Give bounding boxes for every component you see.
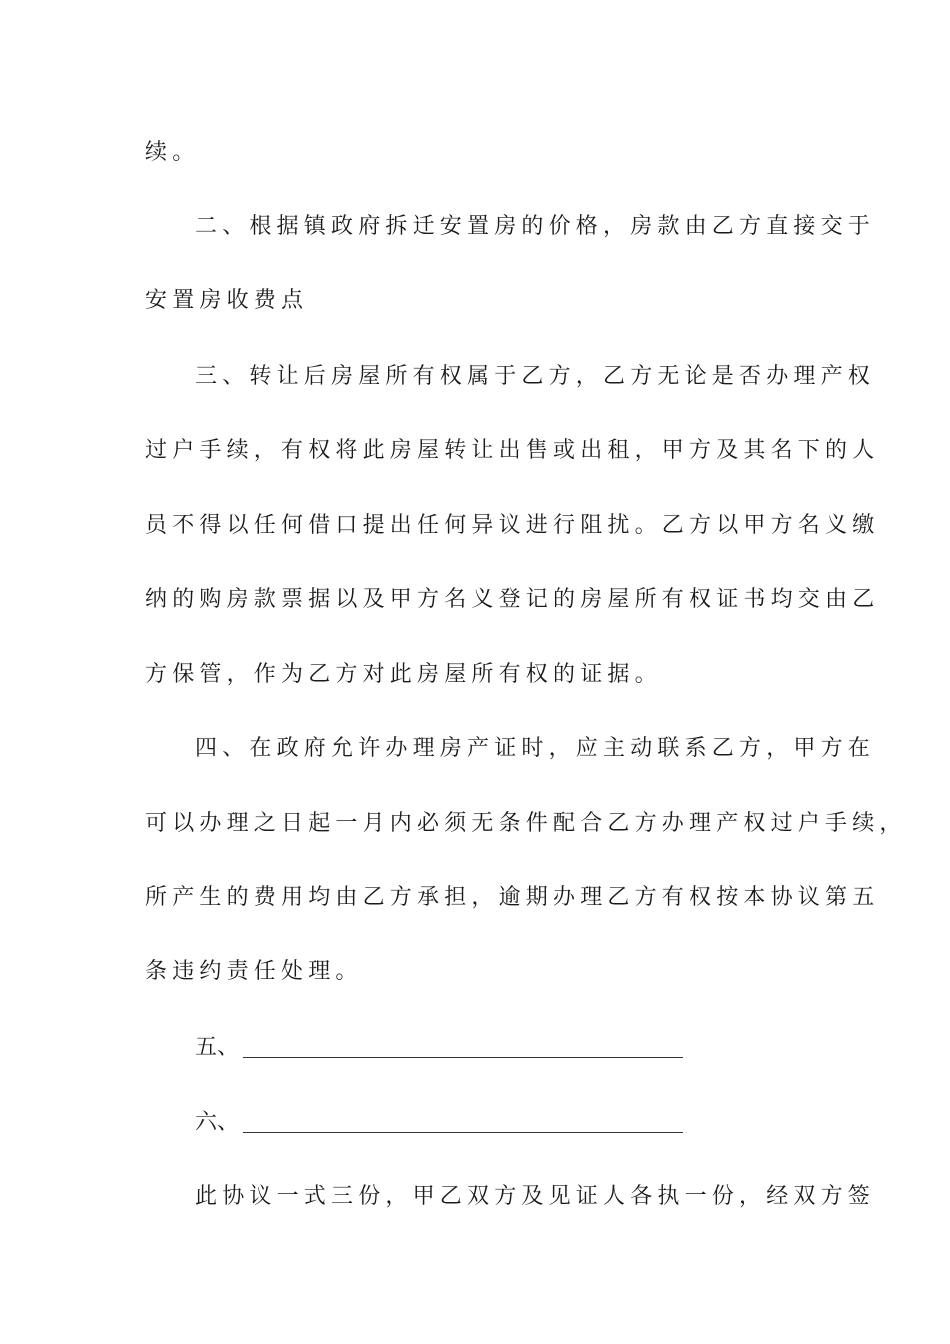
clause-5-row (195, 1033, 239, 1063)
clause-4-line-2: 可以办理之日起一月内必须无条件配合乙方办理产权过户手续， (145, 811, 907, 836)
clause-5-blank-line (243, 1057, 683, 1058)
clause-3-line-4: 纳的购房款票据以及甲方名义登记的房屋所有权证书均交由乙 (145, 587, 880, 612)
clause-2-line-1: 二、根据镇政府拆迁安置房的价格，房款由乙方直接交于 (195, 214, 876, 239)
closing-line: 此协议一式三份，甲乙双方及见证人各执一份，经双方签 (195, 1184, 876, 1209)
clause-3-line-2: 过户手续，有权将此房屋转让出售或出租，甲方及其名下的人 (145, 438, 880, 463)
clause-3-line-3: 员不得以任何借口提出任何异议进行阻扰。乙方以甲方名义缴 (145, 513, 880, 538)
clause-5-label: 五、 (195, 1035, 240, 1060)
clause-6-row (195, 1108, 239, 1138)
clause-6-blank-line (243, 1132, 683, 1133)
clause-6-label: 六、 (195, 1110, 240, 1135)
clause-4-line-3: 所产生的费用均由乙方承担，逾期办理乙方有权按本协议第五 (145, 885, 880, 910)
clause-3-line-5: 方保管，作为乙方对此房屋所有权的证据。 (145, 662, 662, 687)
clause-3-line-1: 三、转让后房屋所有权属于乙方，乙方无论是否办理产权 (195, 364, 876, 389)
text-line: 续。 (145, 140, 200, 165)
clause-4-line-4: 条违约责任处理。 (145, 959, 363, 984)
clause-2-line-2: 安置房收费点 (145, 288, 309, 313)
clause-4-line-1: 四、在政府允许办理房产证时，应主动联系乙方，甲方在 (195, 736, 876, 761)
